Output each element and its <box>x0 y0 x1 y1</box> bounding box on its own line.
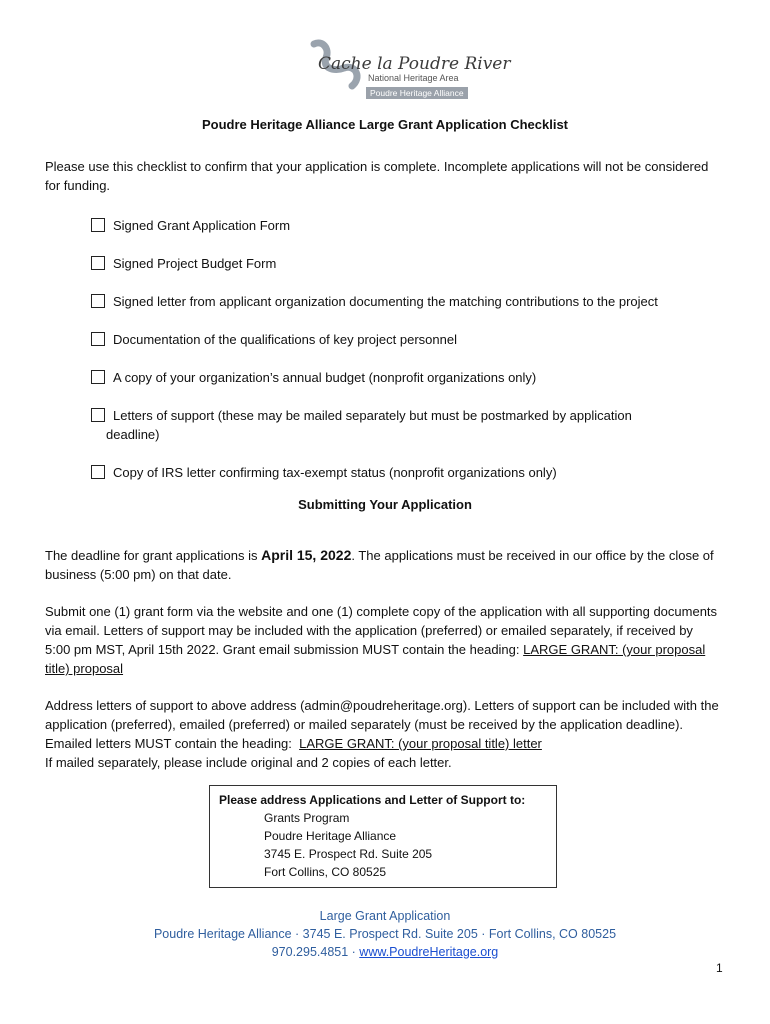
deadline-date: April 15, 2022 <box>261 547 352 563</box>
checklist-item-label: Signed Project Budget Form <box>113 256 277 271</box>
logo-title: Cache la Poudre River <box>318 54 511 74</box>
proposal-email-heading: LARGE GRANT: (your proposal title) proposal <box>45 642 706 676</box>
website-link[interactable]: www.PoudreHeritage.org <box>359 945 499 959</box>
checkbox[interactable] <box>91 218 105 232</box>
logo <box>300 38 511 102</box>
footer-address: Poudre Heritage Alliance · 3745 E. Prospect Rd. Suite 205 · Fort Collins, CO 80525 <box>153 927 617 941</box>
deadline-paragraph <box>45 546 720 584</box>
checklist-item[interactable] <box>91 463 731 482</box>
checklist-item[interactable] <box>91 254 731 273</box>
address-tail: If mailed separately, please include original and 2 copies of each letter. <box>45 755 452 770</box>
checklist-item[interactable] <box>91 406 731 444</box>
deadline-text-rest: . The applications must be received in our office by the close of business (5:00 pm) on that date. <box>45 548 714 582</box>
mailing-address-box <box>209 785 557 888</box>
checkbox[interactable] <box>91 408 105 422</box>
page-title: Poudre Heritage Alliance Large Grant Application Checklist <box>201 117 568 132</box>
page-number: 1 <box>716 961 723 975</box>
checkbox[interactable] <box>91 370 105 384</box>
logo-subtitle: National Heritage Area <box>368 73 459 83</box>
checklist-item-label: Signed letter from applicant organization documenting the matching contributions to the project <box>113 294 658 309</box>
checkbox[interactable] <box>91 465 105 479</box>
checklist-item-label: Letters of support (these may be mailed separately but must be postmarked by application <box>113 408 632 423</box>
page-footer <box>0 907 770 961</box>
address-line: Poudre Heritage Alliance <box>264 829 397 843</box>
mailing-address-lines <box>264 809 432 881</box>
address-line: Fort Collins, CO 80525 <box>264 865 387 879</box>
address-line: Grants Program <box>264 811 350 825</box>
checkbox[interactable] <box>91 256 105 270</box>
footer-phone: 970.295.4851 · <box>271 945 360 959</box>
checklist-item-label: Copy of IRS letter confirming tax-exempt status (nonprofit organizations only) <box>113 465 557 480</box>
deadline-text: The deadline for grant applications is <box>45 548 262 563</box>
checklist-item[interactable] <box>91 216 731 235</box>
checklist-item-label-continued: deadline) <box>106 427 160 442</box>
letter-email-heading: LARGE GRANT: (your proposal title) letter <box>299 736 542 751</box>
mailing-address-heading: Please address Applications and Letter of Support to: <box>219 793 526 807</box>
address-line: 3745 E. Prospect Rd. Suite 205 <box>264 847 433 861</box>
checklist-item-label: Documentation of the qualifications of key project personnel <box>113 332 457 347</box>
checklist-item-label: A copy of your organization’s annual budget (nonprofit organizations only) <box>113 370 537 385</box>
address-text: Address letters of support to above address (admin@poudreheritage.org). Letters of support can be included with the application (preferred), emailed (preferred) or mailed separately (must be received by the application deadline). Emailed letters MUST contain the heading: <box>45 698 719 751</box>
address-paragraph <box>45 696 720 772</box>
logo-bar: Poudre Heritage Alliance <box>366 87 468 99</box>
footer-doc-name: Large Grant Application <box>319 909 451 923</box>
intro-paragraph: Please use this checklist to confirm that your application is complete. Incomplete applications will not be considered for funding. <box>45 159 709 193</box>
checkbox[interactable] <box>91 332 105 346</box>
checklist-item[interactable] <box>91 292 731 311</box>
checklist-item[interactable] <box>91 330 731 349</box>
submit-paragraph <box>45 602 720 678</box>
section-heading: Submitting Your Application <box>298 497 472 512</box>
footer-contact <box>0 943 770 961</box>
checklist-item[interactable] <box>91 368 731 387</box>
checkbox[interactable] <box>91 294 105 308</box>
checklist-item-label: Signed Grant Application Form <box>113 218 291 233</box>
submit-text: Submit one (1) grant form via the website and one (1) complete copy of the application with all supporting documents via email. Letters of support may be included with the application (preferred) or emailed separately, if received by 5:00 pm MST, April 15th 2022. Grant email submission MUST contain the heading: <box>45 604 718 657</box>
